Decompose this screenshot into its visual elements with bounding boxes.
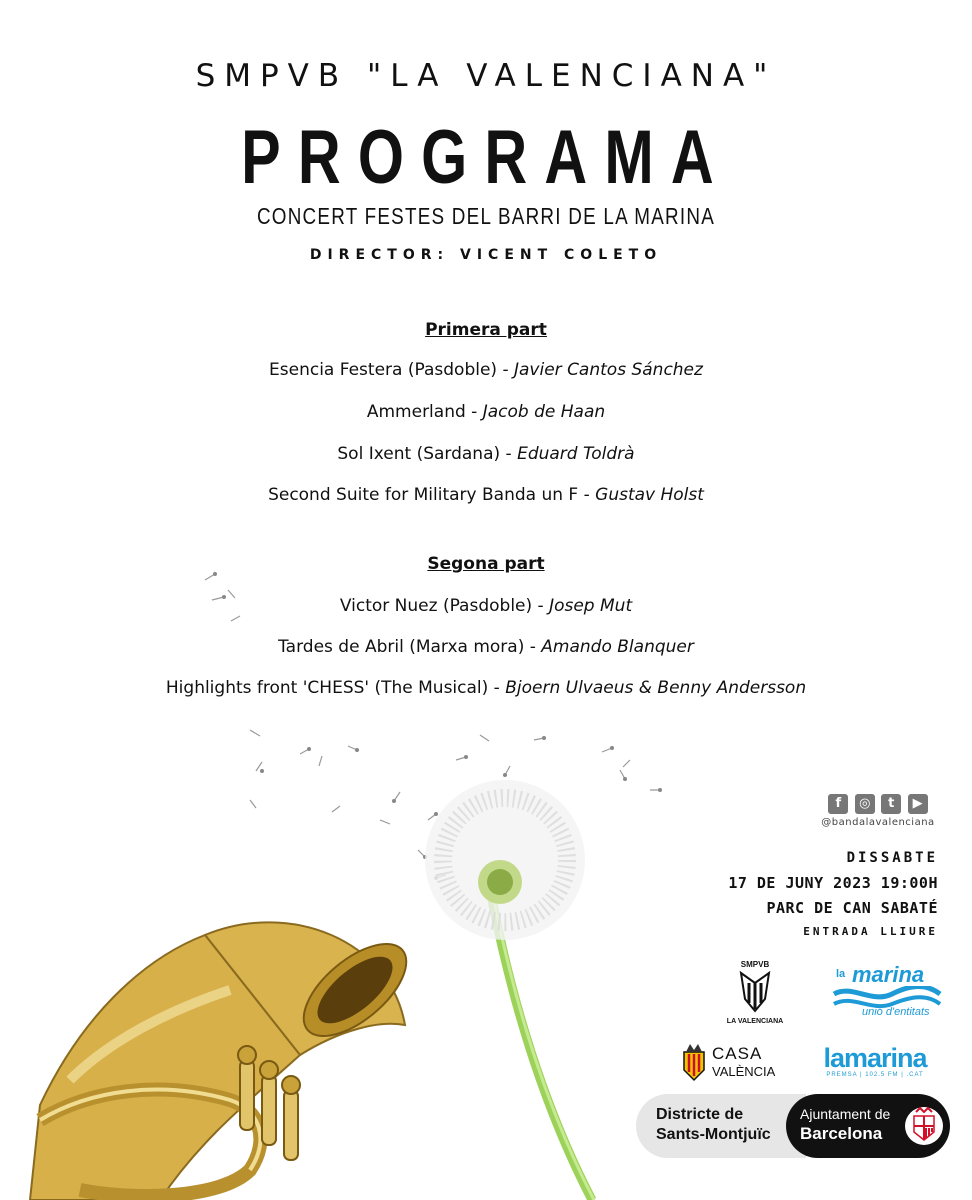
la-marina-entitats-logo: la marina unió d'entitats <box>828 962 944 1024</box>
social-handle[interactable]: @bandalavalenciana <box>821 817 935 828</box>
event-venue: PARC DE CAN SABATÉ <box>766 899 938 917</box>
program-item: Highlights front 'CHESS' (The Musical) - Bjoern Ulvaeus & Benny Andersson <box>165 678 807 698</box>
director-line: DIRECTOR: VICENT COLETO <box>309 247 663 263</box>
social-block <box>818 794 938 828</box>
facebook-icon[interactable]: f <box>828 794 848 814</box>
organization-name: SMPVB "LA VALENCIANA" <box>195 58 777 94</box>
casa-valencia-logo: CASA VALÈNCIA <box>680 1040 786 1086</box>
casa-valencia-crest-icon <box>680 1042 708 1082</box>
part2-heading: Segona part <box>427 554 545 574</box>
page-title: PROGRAMA <box>241 115 731 200</box>
tuba <box>30 922 422 1200</box>
event-datetime: 17 DE JUNY 2023 19:00H <box>728 874 938 892</box>
program-item: Ammerland - Jacob de Haan <box>366 402 606 422</box>
ajuntament-footer-logo: Districte de Sants-Montjuïc Ajuntament de Barcelona <box>636 1094 950 1158</box>
lamarina-radio-logo: lamarina PREMSA | 102.5 FM | .CAT <box>823 1043 927 1078</box>
program-item: Victor Nuez (Pasdoble) - Josep Mut <box>339 596 633 616</box>
concert-subtitle: CONCERT FESTES DEL BARRI DE LA MARINA <box>256 203 716 229</box>
program-item: Sol Ixent (Sardana) - Eduard Toldrà <box>337 444 635 464</box>
la-valenciana-logo: SMPVB LA VALENCIANA <box>726 960 784 1025</box>
barcelona-crest-icon <box>904 1106 944 1146</box>
event-entry: ENTRADA LLIURE <box>803 925 938 938</box>
program-item: Tardes de Abril (Marxa mora) - Amando Blanquer <box>278 637 694 657</box>
part1-heading: Primera part <box>425 320 547 340</box>
dandelion-flower <box>425 780 594 1200</box>
valenciana-emblem-icon <box>735 969 775 1013</box>
twitter-icon[interactable]: t <box>881 794 901 814</box>
instagram-icon[interactable]: ◎ <box>855 794 875 814</box>
program-item: Esencia Festera (Pasdoble) - Javier Cantos Sánchez <box>269 360 703 380</box>
youtube-icon[interactable]: ▶ <box>908 794 928 814</box>
event-day: DISSABTE <box>846 850 938 866</box>
program-item: Second Suite for Military Banda un F - Gustav Holst <box>268 485 704 505</box>
